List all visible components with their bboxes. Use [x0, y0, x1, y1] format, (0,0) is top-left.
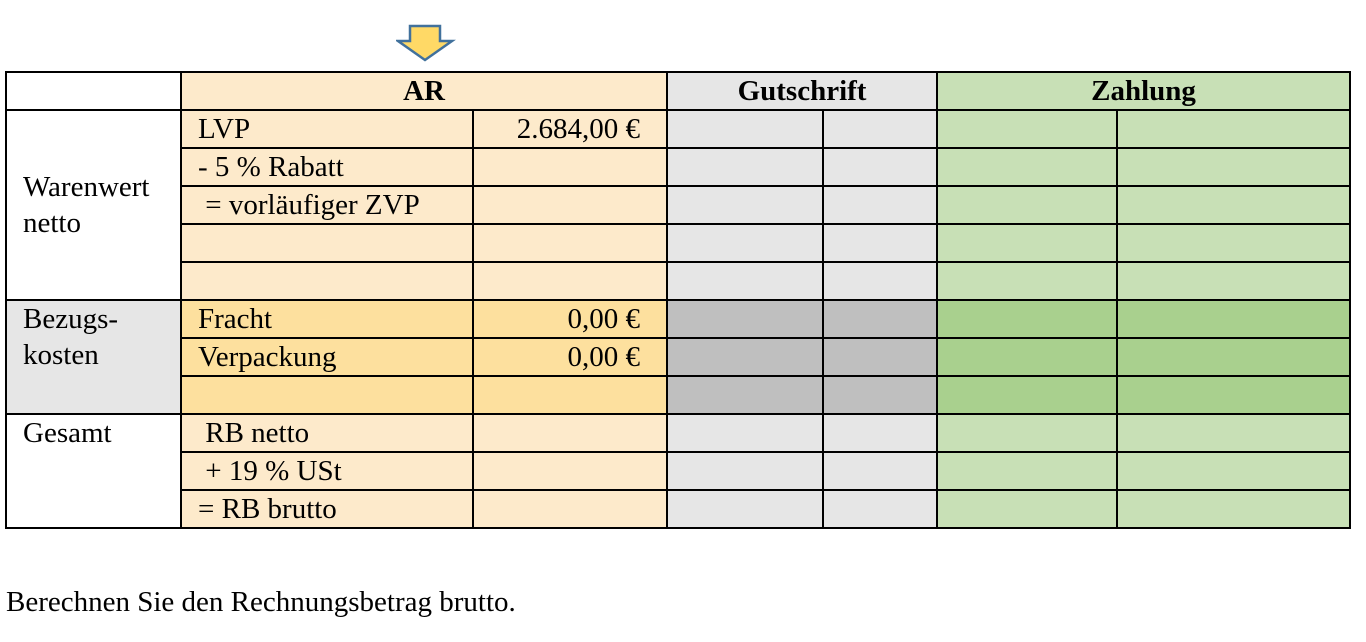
row-value: [473, 186, 667, 224]
zahlung-cell: [1117, 490, 1350, 528]
row-label: = RB brutto: [181, 490, 473, 528]
section-label-bezugskosten: Bezugs-kosten: [6, 300, 181, 414]
row-value: 0,00 €: [473, 300, 667, 338]
table-row: [6, 110, 1350, 148]
zahlung-cell: [937, 414, 1117, 452]
zahlung-cell: [937, 110, 1117, 148]
table-row: [6, 376, 1350, 414]
table-row: [6, 300, 1350, 338]
zahlung-cell: [937, 376, 1117, 414]
row-label: [181, 262, 473, 300]
gutschrift-cell: [823, 490, 937, 528]
gutschrift-cell: [823, 452, 937, 490]
header-row: [6, 72, 1350, 110]
header-gutschrift: Gutschrift: [667, 72, 937, 110]
zahlung-cell: [1117, 452, 1350, 490]
zahlung-cell: [937, 490, 1117, 528]
zahlung-cell: [1117, 224, 1350, 262]
zahlung-cell: [1117, 414, 1350, 452]
gutschrift-cell: [667, 186, 823, 224]
zahlung-cell: [937, 452, 1117, 490]
row-value: [473, 224, 667, 262]
gutschrift-cell: [667, 262, 823, 300]
zahlung-cell: [937, 224, 1117, 262]
row-label: Verpackung: [181, 338, 473, 376]
row-label: RB netto: [181, 414, 473, 452]
section-label-gesamt: Gesamt: [6, 414, 181, 528]
zahlung-cell: [1117, 338, 1350, 376]
row-label: = vorläufiger ZVP: [181, 186, 473, 224]
gutschrift-cell: [823, 224, 937, 262]
row-label: - 5 % Rabatt: [181, 148, 473, 186]
gutschrift-cell: [823, 414, 937, 452]
gutschrift-cell: [667, 376, 823, 414]
row-label: + 19 % USt: [181, 452, 473, 490]
gutschrift-cell: [667, 148, 823, 186]
zahlung-cell: [1117, 262, 1350, 300]
gutschrift-cell: [667, 110, 823, 148]
header-empty: [6, 72, 181, 110]
gutschrift-cell: [667, 452, 823, 490]
zahlung-cell: [1117, 148, 1350, 186]
gutschrift-cell: [823, 300, 937, 338]
table-row: [6, 452, 1350, 490]
zahlung-cell: [937, 262, 1117, 300]
table-row: [6, 414, 1350, 452]
table-row: [6, 224, 1350, 262]
row-value: [473, 414, 667, 452]
row-value: [473, 262, 667, 300]
row-value: [473, 452, 667, 490]
zahlung-cell: [1117, 300, 1350, 338]
header-zahlung: Zahlung: [937, 72, 1350, 110]
zahlung-cell: [937, 338, 1117, 376]
gutschrift-cell: [823, 376, 937, 414]
row-label: LVP: [181, 110, 473, 148]
zahlung-cell: [937, 300, 1117, 338]
table-row: [6, 490, 1350, 528]
gutschrift-cell: [667, 490, 823, 528]
gutschrift-cell: [823, 262, 937, 300]
table-row: [6, 148, 1350, 186]
row-value: [473, 490, 667, 528]
row-value: 2.684,00 €: [473, 110, 667, 148]
row-value: 0,00 €: [473, 338, 667, 376]
row-label: Fracht: [181, 300, 473, 338]
down-arrow-icon: [396, 24, 456, 62]
row-value: [473, 148, 667, 186]
gutschrift-cell: [667, 338, 823, 376]
gutschrift-cell: [823, 110, 937, 148]
gutschrift-cell: [667, 224, 823, 262]
gutschrift-cell: [667, 300, 823, 338]
row-value: [473, 376, 667, 414]
table-row: [6, 262, 1350, 300]
row-label: [181, 376, 473, 414]
table-row: [6, 338, 1350, 376]
zahlung-cell: [937, 148, 1117, 186]
calculation-table: [5, 71, 1351, 529]
table-row: [6, 186, 1350, 224]
gutschrift-cell: [823, 148, 937, 186]
task-instruction: Berechnen Sie den Rechnungsbetrag brutto.: [6, 586, 516, 618]
zahlung-cell: [1117, 186, 1350, 224]
gutschrift-cell: [823, 338, 937, 376]
gutschrift-cell: [667, 414, 823, 452]
gutschrift-cell: [823, 186, 937, 224]
zahlung-cell: [1117, 110, 1350, 148]
header-ar: AR: [181, 72, 667, 110]
zahlung-cell: [937, 186, 1117, 224]
row-label: [181, 224, 473, 262]
zahlung-cell: [1117, 376, 1350, 414]
section-label-warenwert: Warenwert netto: [6, 110, 181, 300]
